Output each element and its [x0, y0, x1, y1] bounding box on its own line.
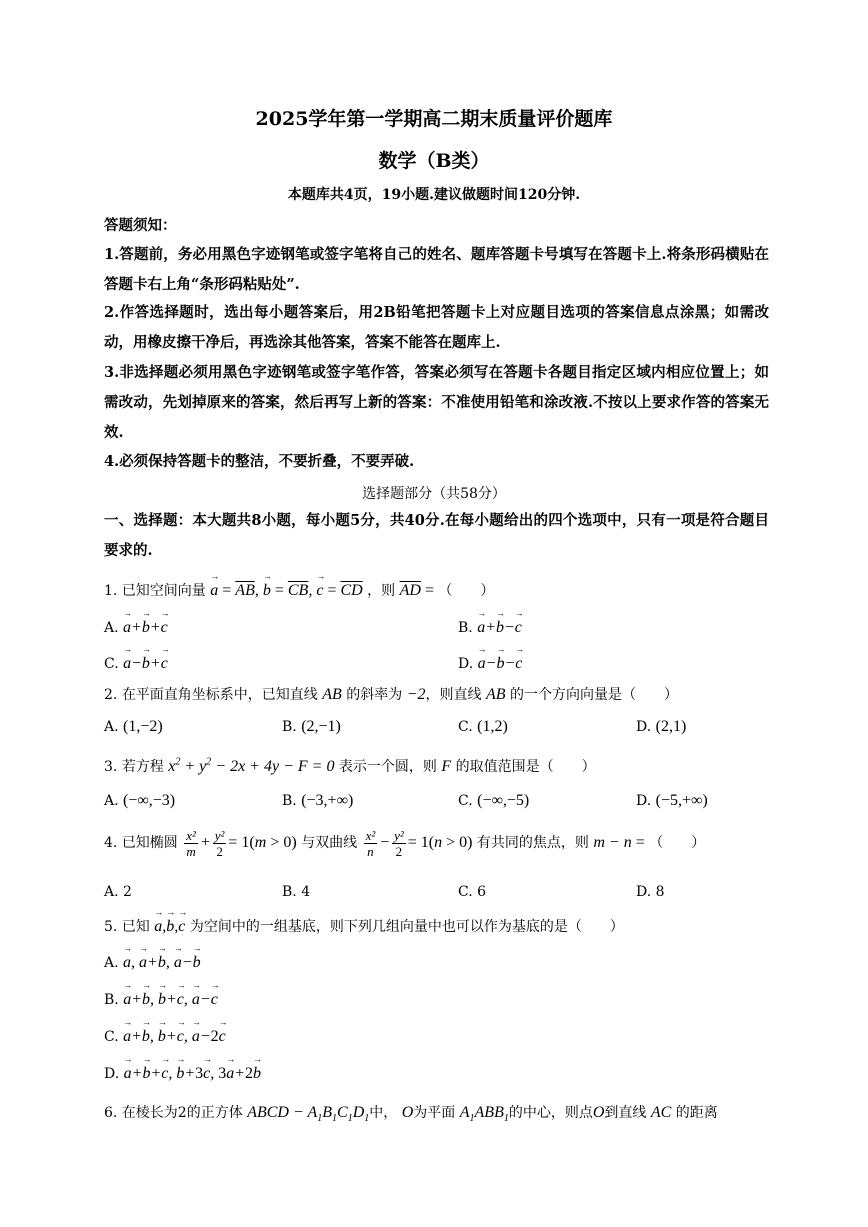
question-3 [104, 756, 596, 776]
q5-num: 5. [104, 919, 118, 935]
q5-option-b-expr: → a+→ b, → b+→ c, → a−→ c [123, 991, 218, 1008]
q1-option-b-label: B. [458, 620, 473, 636]
q5-option-c-expr: → a+→ b, → b+→ c, → a−2→ c [123, 1028, 226, 1045]
q1-option-c-expr: → a−→ b+→ c [123, 655, 168, 672]
q6-cube: ABCD − $A_1B_1C_1D_1$ [247, 1104, 370, 1125]
q1-option-a-expr: → a+→ b+→ c [123, 619, 168, 636]
q3-option-d-label: D. [636, 793, 652, 809]
question-4 [104, 828, 705, 859]
q1-option-c[interactable] [104, 655, 168, 673]
q5-option-c-label: C. [104, 1029, 119, 1045]
question-1 [104, 580, 494, 600]
q5-option-a-label: A. [104, 955, 119, 971]
q2-stem-d: 的一个方向向量是（ ） [509, 687, 678, 703]
q5-option-a-expr: → a, → a+→ b, → a−→ b [123, 954, 201, 971]
notice-heading: 答题须知： [104, 217, 177, 234]
q4-stem-c: 有共同的焦点，则 [476, 835, 589, 852]
q2-option-c-label: C. [458, 719, 473, 735]
q2-option-d[interactable] [636, 718, 686, 736]
q6-stem-d: 的中心，则点 [508, 1105, 593, 1121]
q4-stem-a: 已知椭圆 [121, 835, 178, 852]
q5-stem-b: 为空间中的一组基底，则下列几组向量中也可以作为基底的是（ ） [189, 919, 624, 935]
q1-option-d-label: D. [458, 656, 474, 672]
q4-expr: m − n = [593, 834, 645, 852]
q6-stem-b: 中， [369, 1105, 398, 1121]
q3-option-a-label: A. [104, 793, 119, 809]
q1-stem-b: ，则 [367, 583, 396, 599]
q4-stem-b: 与双曲线 [301, 835, 358, 852]
question-2 [104, 684, 678, 704]
question-6 [104, 1102, 718, 1124]
q6-line-ac: AC [650, 1104, 672, 1121]
q5-option-a[interactable] [104, 954, 201, 972]
q3-option-c[interactable] [458, 792, 529, 810]
q2-option-d-value: (2,1) [655, 718, 687, 735]
q1-option-d-expr: → a−→ b−→ c [478, 655, 523, 672]
q1-formula: → $a = \overline{AB}$, → $b = \overline{CB}$, → $c = \overline{CD}$ [210, 582, 362, 599]
q6-stem-a: 在棱长为2的正方体 [121, 1105, 243, 1121]
q2-num: 2. [104, 687, 118, 703]
section-title: 选择题部分（共58分） [362, 486, 506, 502]
q2-option-b-value: (2,−1) [301, 718, 341, 735]
notice-item-4: 4.必须保持答题卡的整洁，不要折叠，不要弄破. [104, 453, 415, 470]
notice-item-1: 1.答题前，务必用黑色字迹钢笔或签字笔将自己的姓名、题库答题卡号填写在答题卡上.将条形码横贴在答题卡右上角“条形码粘贴处”. [104, 246, 769, 293]
subject-title: 数学（B类） [378, 150, 490, 172]
q3-num: 3. [104, 759, 118, 775]
intro-line: 本题库共4页，19小题.建议做题时间120分钟. [287, 187, 581, 203]
q6-plane: $A_1ABB_1$ [459, 1104, 509, 1125]
q5-option-b-label: B. [104, 992, 119, 1008]
q2-stem-a: 在平面直角坐标系中，已知直线 [121, 687, 318, 703]
q1-stem-a: 已知空间向量 [121, 583, 206, 599]
notice-item-2: 2.作答选择题时，选出每小题答案后，用2B铅笔把答题卡上对应题目选项的答案信息点涂黑；如需改动，用橡皮擦干净后，再选涂其他答案，答案不能答在题库上. [104, 304, 769, 351]
question-5 [104, 916, 624, 936]
q1-option-d[interactable] [458, 655, 522, 673]
q4-option-c[interactable]: C. 6 [458, 884, 487, 900]
q4-option-d[interactable]: D. 8 [636, 884, 665, 900]
q1-option-b-expr: → a+→ b−→ c [477, 619, 522, 636]
q2-stem-b: 的斜率为 [346, 687, 403, 703]
q2-option-a[interactable] [104, 718, 163, 736]
q3-option-b-label: B. [282, 793, 297, 809]
q4-hyperbola: $\frac{\text{x²}}{n}$ − $\frac{\text{y²}}{2}$ = 1(n > 0) [365, 828, 473, 859]
q3-equation: $x^2 + y^2 - 2x + 4y - F = 0$ [168, 756, 335, 775]
q2-option-c-value: (1,2) [477, 718, 508, 735]
q1-ad: $\overline{AD}$ = [399, 582, 434, 599]
q3-option-a[interactable] [104, 792, 175, 810]
q2-option-a-label: A. [104, 719, 119, 735]
q4-option-a[interactable]: A. 2 [104, 884, 132, 900]
q5-option-d-label: D. [104, 1066, 120, 1082]
section-instruction: 一、选择题：本大题共8小题，每小题5分，共40分.在每小题给出的四个选项中，只有一项是符合题目要求的. [104, 512, 769, 559]
q1-stem-c: （ ） [438, 583, 495, 599]
q5-option-d[interactable] [104, 1065, 261, 1083]
q3-stem-c: 的取值范围是（ ） [455, 759, 596, 775]
q4-option-b[interactable]: B. 4 [282, 884, 311, 900]
q4-ellipse: $\frac{\text{x²}}{m}$ + $\frac{\text{y²}}{2}$ = 1(m > 0) [186, 828, 297, 859]
q2-option-b-label: B. [282, 719, 297, 735]
page-title: 2025学年第一学期高二期末质量评价题库 [255, 108, 613, 130]
q2-stem-c: ，则直线 [425, 687, 482, 703]
q6-stem-f: 的距离 [675, 1105, 718, 1121]
q6-point-o: O [401, 1104, 414, 1121]
q3-option-d[interactable] [636, 792, 708, 810]
q1-option-a[interactable] [104, 619, 168, 637]
q3-option-c-label: C. [458, 793, 473, 809]
q4-stem-d: （ ） [649, 835, 706, 852]
q1-num: 1. [104, 583, 118, 599]
q6-num: 6. [104, 1105, 118, 1121]
q6-stem-e: 到直线 [604, 1105, 647, 1121]
q3-option-b-value: (−3,+∞) [301, 792, 354, 809]
notice-item-3: 3.非选择题必须用黑色字迹钢笔或签字笔作答，答案必须写在答题卡各题目指定区域内相应位置上；如需改动，先划掉原来的答案，然后再写上新的答案：不准使用铅笔和涂改液.不按以上要求作答的答案无效. [104, 364, 769, 441]
q2-slope: −2 [406, 686, 426, 703]
q2-option-c[interactable] [458, 718, 508, 736]
q2-line-2: AB [485, 686, 506, 703]
q2-line-1: AB [322, 686, 342, 703]
q3-option-b[interactable] [282, 792, 353, 810]
q2-option-a-value: (1,−2) [123, 718, 163, 735]
q5-option-c[interactable] [104, 1028, 226, 1046]
q2-option-b[interactable] [282, 718, 341, 736]
q3-option-d-value: (−5,+∞) [655, 792, 708, 809]
q3-option-c-value: (−∞,−5) [477, 792, 530, 809]
q1-option-a-label: A. [104, 620, 119, 636]
q4-num: 4. [104, 835, 118, 852]
q5-basis: → a,→ b,→ c [154, 918, 185, 935]
q6-stem-c: 为平面 [413, 1105, 456, 1121]
q3-var: F [441, 758, 452, 775]
q2-option-d-label: D. [636, 719, 652, 735]
q5-option-b[interactable] [104, 991, 218, 1009]
q6-point-o-2: O [592, 1104, 605, 1121]
q5-option-d-expr: → a+→ b+→ c, → b+3→ c, 3→ a+2→ b [124, 1065, 261, 1082]
q1-option-b[interactable] [458, 619, 522, 637]
q3-stem-a: 若方程 [121, 759, 164, 775]
q5-stem-a: 已知 [121, 919, 150, 935]
q3-option-a-value: (−∞,−3) [123, 792, 176, 809]
q3-stem-b: 表示一个圆，则 [338, 759, 437, 775]
q1-option-c-label: C. [104, 656, 119, 672]
